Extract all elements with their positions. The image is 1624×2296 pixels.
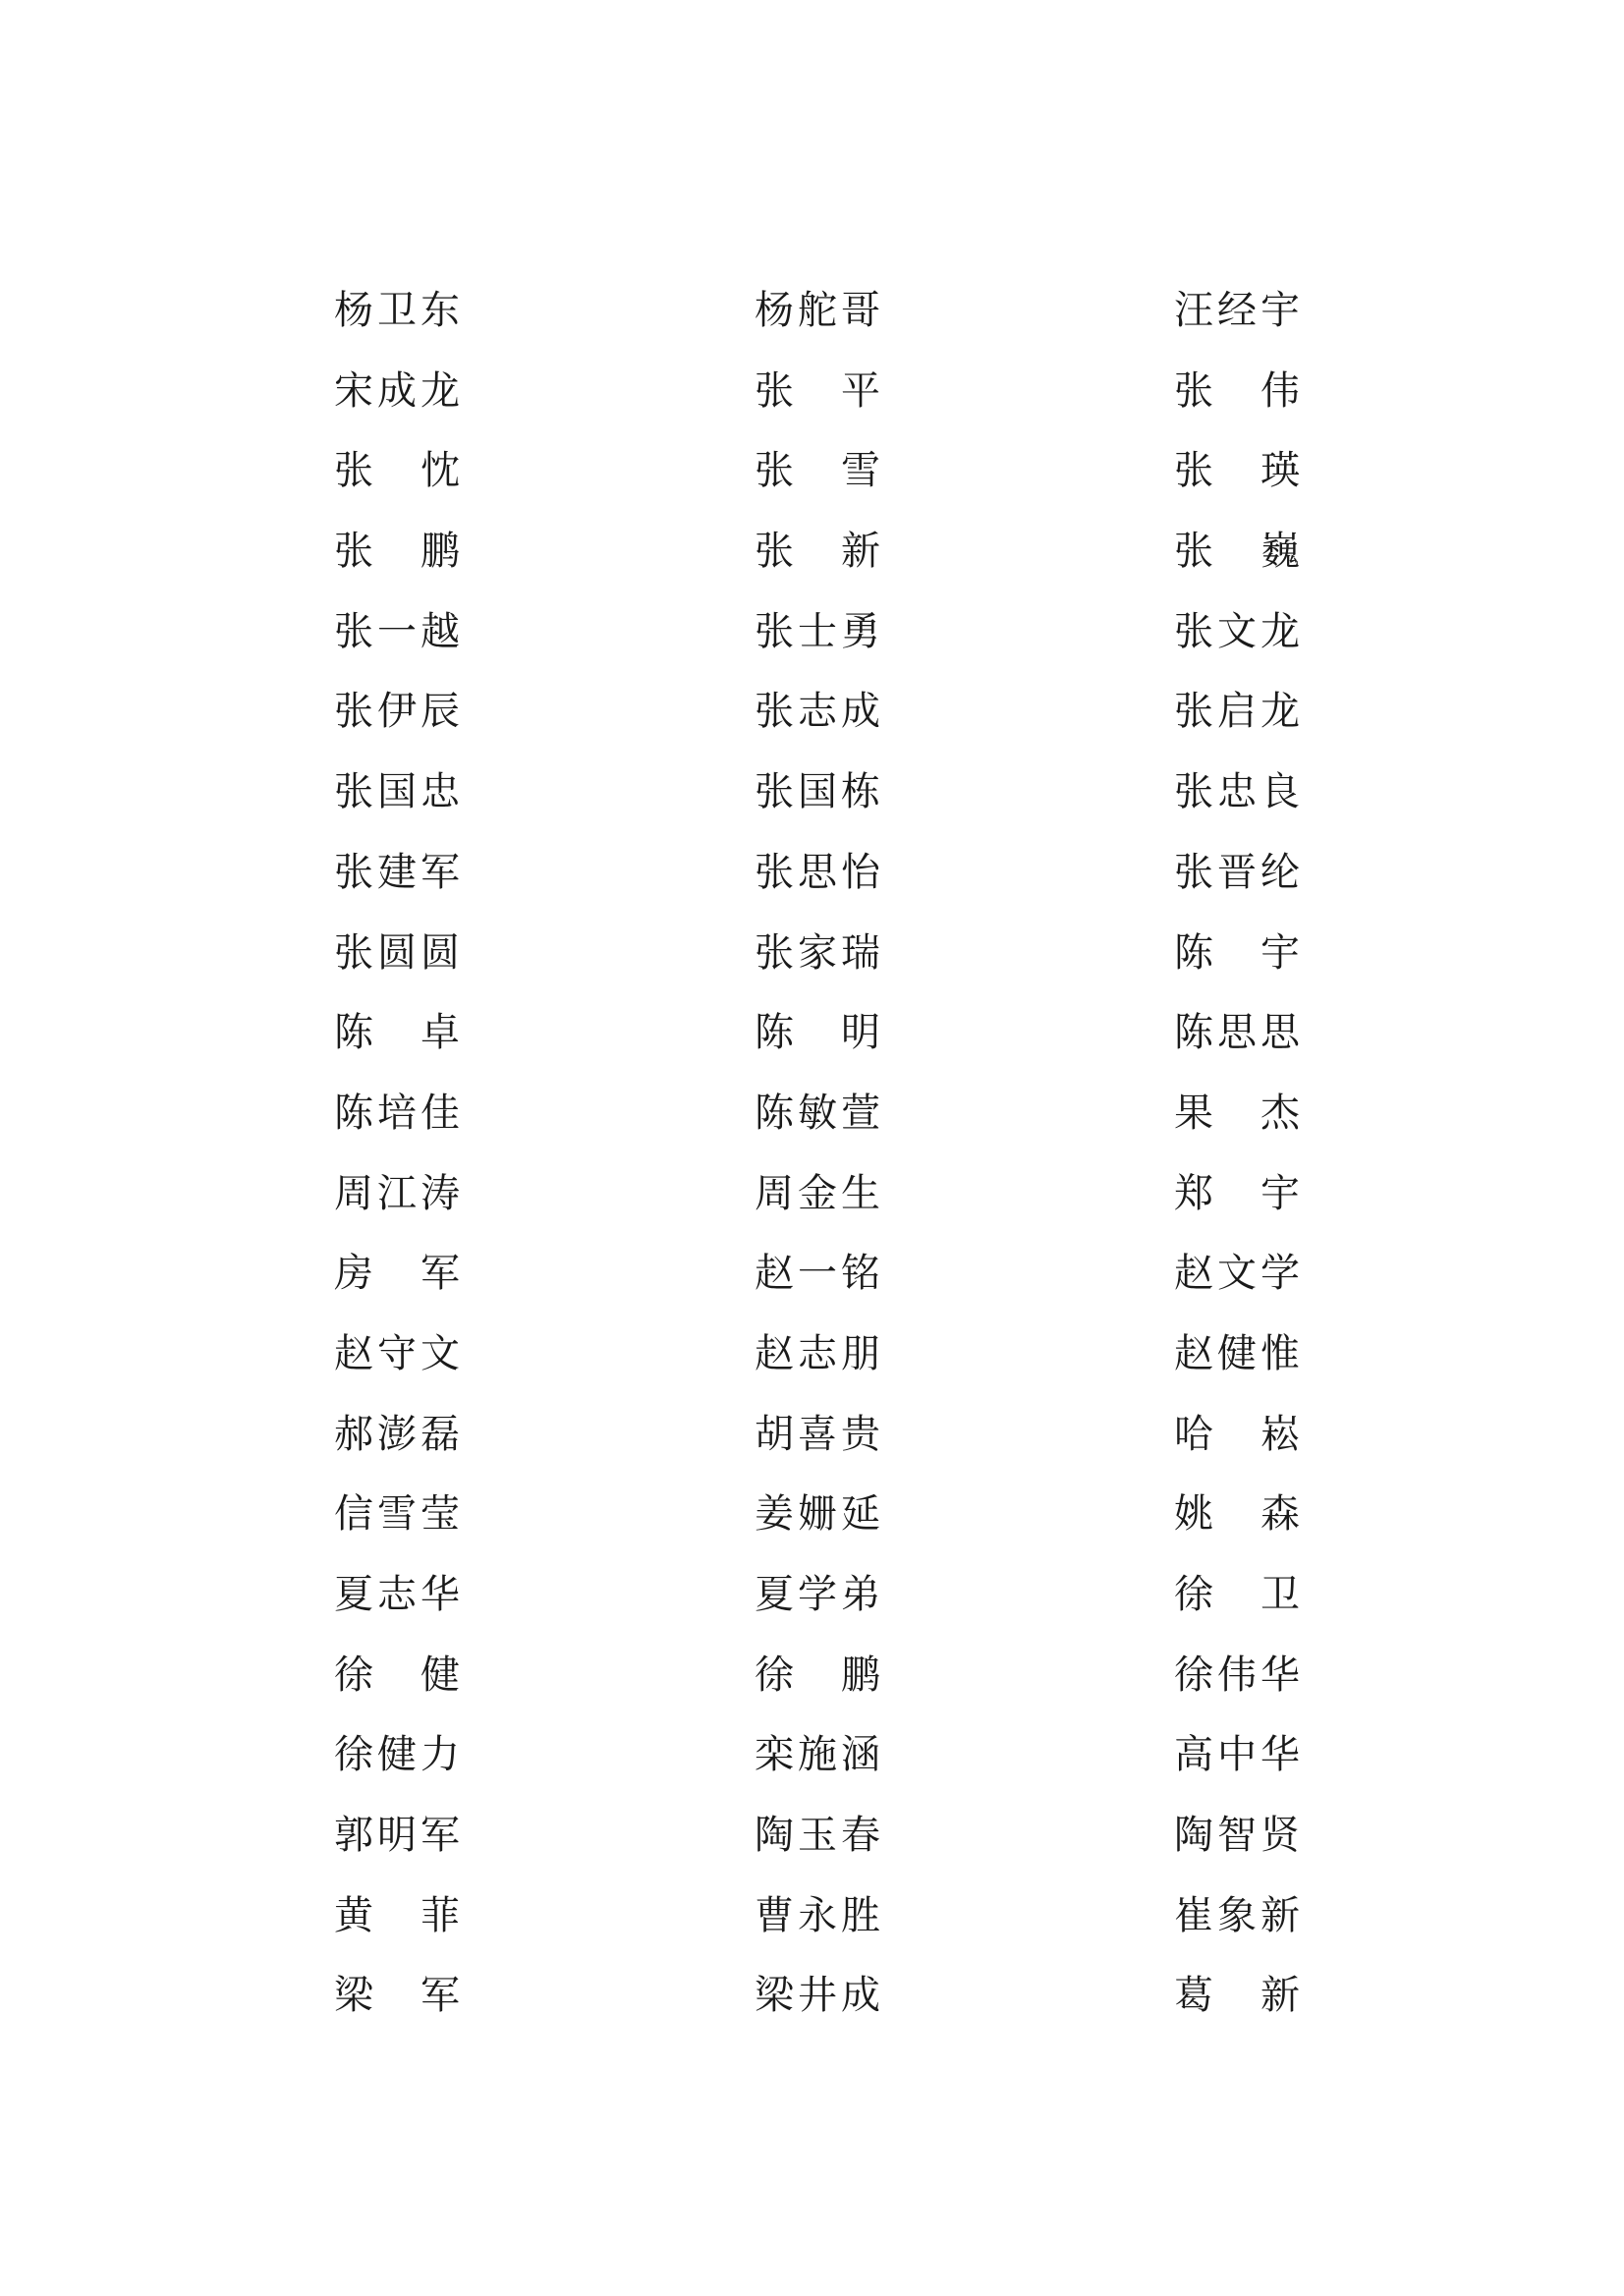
name-row: [334, 522, 1307, 602]
person-name: 徐 卫: [1174, 1572, 1300, 1617]
person-name: 郝 澎 磊: [334, 1411, 460, 1457]
person-name: 张 雪: [755, 448, 880, 494]
name-row: [334, 1164, 1307, 1245]
person-name: 周 金 生: [755, 1170, 880, 1216]
person-name: 张 巍: [1174, 529, 1300, 575]
person-name: 张 士 勇: [755, 608, 880, 654]
person-name: 张 忠 良: [1174, 769, 1300, 815]
person-name: 夏 学 弟: [755, 1572, 880, 1617]
name-row: [334, 682, 1307, 762]
person-name: 张 圆 圆: [334, 929, 460, 976]
name-row: [334, 1565, 1307, 1646]
person-name: 陈 宇: [1174, 929, 1300, 976]
person-name: 赵 守 文: [334, 1330, 460, 1376]
name-row: [334, 441, 1307, 522]
person-name: 栾 施 涵: [755, 1732, 880, 1778]
name-row: [334, 602, 1307, 683]
person-name: 张 平: [755, 367, 880, 414]
name-row: [334, 1484, 1307, 1565]
person-name: 宋 成 龙: [334, 367, 460, 414]
person-name: 张 伊 辰: [334, 689, 460, 735]
person-name: 崔 象 新: [1174, 1892, 1300, 1938]
person-name: 房 军: [334, 1251, 460, 1297]
person-name: 周 江 涛: [334, 1170, 460, 1216]
person-name: 葛 新: [1174, 1973, 1300, 2019]
name-row: [334, 1646, 1307, 1726]
person-name: 张 国 栋: [755, 769, 880, 815]
person-name: 张 晋 纶: [1174, 849, 1300, 895]
person-name: 赵 一 铭: [755, 1251, 880, 1297]
person-name: 张 瑛: [1174, 448, 1300, 494]
name-list: [334, 281, 1307, 2046]
person-name: 郑 宇: [1174, 1170, 1300, 1216]
name-row: [334, 1806, 1307, 1886]
person-name: 黄 菲: [334, 1892, 460, 1938]
person-name: 陶 玉 春: [755, 1813, 880, 1859]
name-row: [334, 1244, 1307, 1324]
person-name: 高 中 华: [1174, 1732, 1300, 1778]
name-row: [334, 762, 1307, 843]
person-name: 赵 文 学: [1174, 1251, 1300, 1297]
name-row: [334, 843, 1307, 924]
person-name: 张 文 龙: [1174, 608, 1300, 654]
name-row: [334, 1324, 1307, 1405]
person-name: 杨 舵 哥: [755, 288, 880, 333]
person-name: 陈 培 佳: [334, 1090, 460, 1136]
name-row: [334, 1886, 1307, 1967]
person-name: 张 忱: [334, 448, 460, 494]
person-name: 徐 伟 华: [1174, 1652, 1300, 1698]
person-name: 徐 健: [334, 1652, 460, 1698]
person-name: 张 伟: [1174, 367, 1300, 414]
person-name: 陈 敏 萱: [755, 1090, 880, 1136]
person-name: 哈 崧: [1174, 1411, 1300, 1457]
person-name: 陶 智 贤: [1174, 1813, 1300, 1859]
name-row: [334, 1405, 1307, 1485]
person-name: 姜 姗 延: [755, 1491, 880, 1538]
name-row: [334, 1966, 1307, 2046]
person-name: 信 雪 莹: [334, 1491, 460, 1538]
person-name: 徐 健 力: [334, 1732, 460, 1778]
person-name: 汪 经 宇: [1174, 288, 1300, 333]
person-name: 胡 喜 贵: [755, 1411, 880, 1457]
name-row: [334, 281, 1307, 362]
person-name: 张 思 怡: [755, 849, 880, 895]
person-name: 陈 卓: [334, 1010, 460, 1056]
person-name: 张 志 成: [755, 689, 880, 735]
person-name: 张 鹏: [334, 529, 460, 575]
name-row: [334, 362, 1307, 442]
name-row: [334, 924, 1307, 1004]
name-row: [334, 1725, 1307, 1806]
person-name: 张 国 忠: [334, 769, 460, 815]
person-name: 张 家 瑞: [755, 929, 880, 976]
person-name: 张 一 越: [334, 608, 460, 654]
name-row: [334, 1003, 1307, 1084]
person-name: 张 新: [755, 529, 880, 575]
person-name: 赵 健 惟: [1174, 1330, 1300, 1376]
person-name: 梁 井 成: [755, 1973, 880, 2019]
person-name: 张 建 军: [334, 849, 460, 895]
person-name: 赵 志 朋: [755, 1330, 880, 1376]
name-row: [334, 1084, 1307, 1164]
person-name: 陈 思 思: [1174, 1010, 1300, 1056]
person-name: 杨 卫 东: [334, 288, 460, 333]
person-name: 曹 永 胜: [755, 1892, 880, 1938]
person-name: 姚 森: [1174, 1491, 1300, 1538]
person-name: 梁 军: [334, 1973, 460, 2019]
person-name: 徐 鹏: [755, 1652, 880, 1698]
person-name: 陈 明: [755, 1010, 880, 1056]
person-name: 夏 志 华: [334, 1572, 460, 1617]
person-name: 张 启 龙: [1174, 689, 1300, 735]
person-name: 果 杰: [1174, 1090, 1300, 1136]
person-name: 郭 明 军: [334, 1813, 460, 1859]
